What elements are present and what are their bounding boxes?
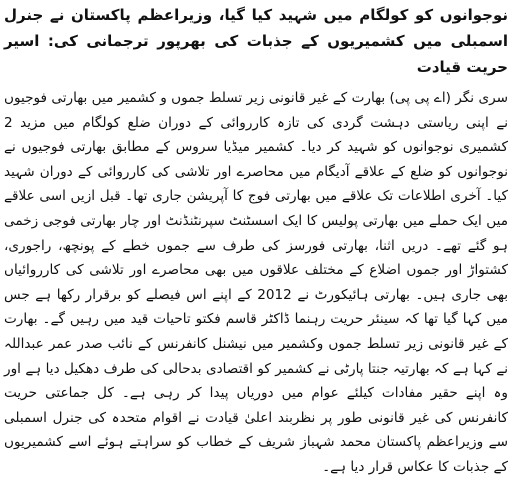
article-headline: نوجوانوں کو کولگام میں شہید کیا گیا، وزیراعظم پاکستان نے جنرل اسمبلی میں کشمیریوں کے جذبات کی بھرپور ترجمانی کی: اسیر حریت قیادت — [4, 6, 508, 76]
article-body: سری نگر (اے پی پی) بھارت کے غیر قانونی زیر تسلط جموں و کشمیر میں بھارتی فوجیوں نے اپنی ریاستی دہشت گردی کی تازہ کارروائی کے دوران ضلع کولگام میں مزید 2 کشمیری نوجوانوں کو شہید کر دیا۔ کشمیر میڈیا سروس کے مطابق بھارتی فوجیوں نے نوجوانوں کو ضلع کے علاقے آدیگام میں محاصرے اور تلاشی کی کارروائی کے دوران شہید کیا۔ آخری اطلاعات تک علاقے میں بھارتی فوج کا آپریشن جاری تھا۔ قبل ازیں اسی علاقے میں ایک حملے میں بھارتی پولیس کا ایک اسسٹنٹ سپرنٹنڈنٹ اور چار بھارتی فوجی زخمی ہو گئے تھے۔ دریں اثنا، بھارتی فورسز کی طرف سے جموں خطے کے پونچھ، راجوری، کشتواڑ اور جموں اضلاع کے مختلف علاقوں میں بھی محاصرے اور تلاشی کی کارروائیاں بھی جاری ہیں۔ بھارتی ہائیکورٹ نے 2012 کے اپنے اس فیصلے کو برقرار رکھا ہے جس میں کہا گیا تھا کہ سینئر حریت رہنما ڈاکٹر قاسم فکتو تاحیات قید میں رہیں گے۔ بھارت کے غیر قانونی زیر تسلط جموں وکشمیر میں نیشنل کانفرنس کے نائب صدر عمر عبداللہ نے کہا ہے کہ بھارتیہ جنتا پارٹی نے کشمیر کو اقتصادی بدحالی کی طرف دھکیل دیا ہے اور وہ اپنے حقیر مفادات کیلئے عوام میں دوریاں پیدا کر رہی ہے۔ کل جماعتی حریت کانفرنس کی غیر قانونی طور پر نظربند اعلیٰ قیادت نے اقوام متحدہ کی جنرل اسمبلی سے وزیراعظم پاکستان محمد شہباز شریف کے خطاب کو سراہتے ہوئے اسے کشمیریوں کے جذبات کا عکاس قرار دیا ہے۔ — [4, 90, 508, 475]
